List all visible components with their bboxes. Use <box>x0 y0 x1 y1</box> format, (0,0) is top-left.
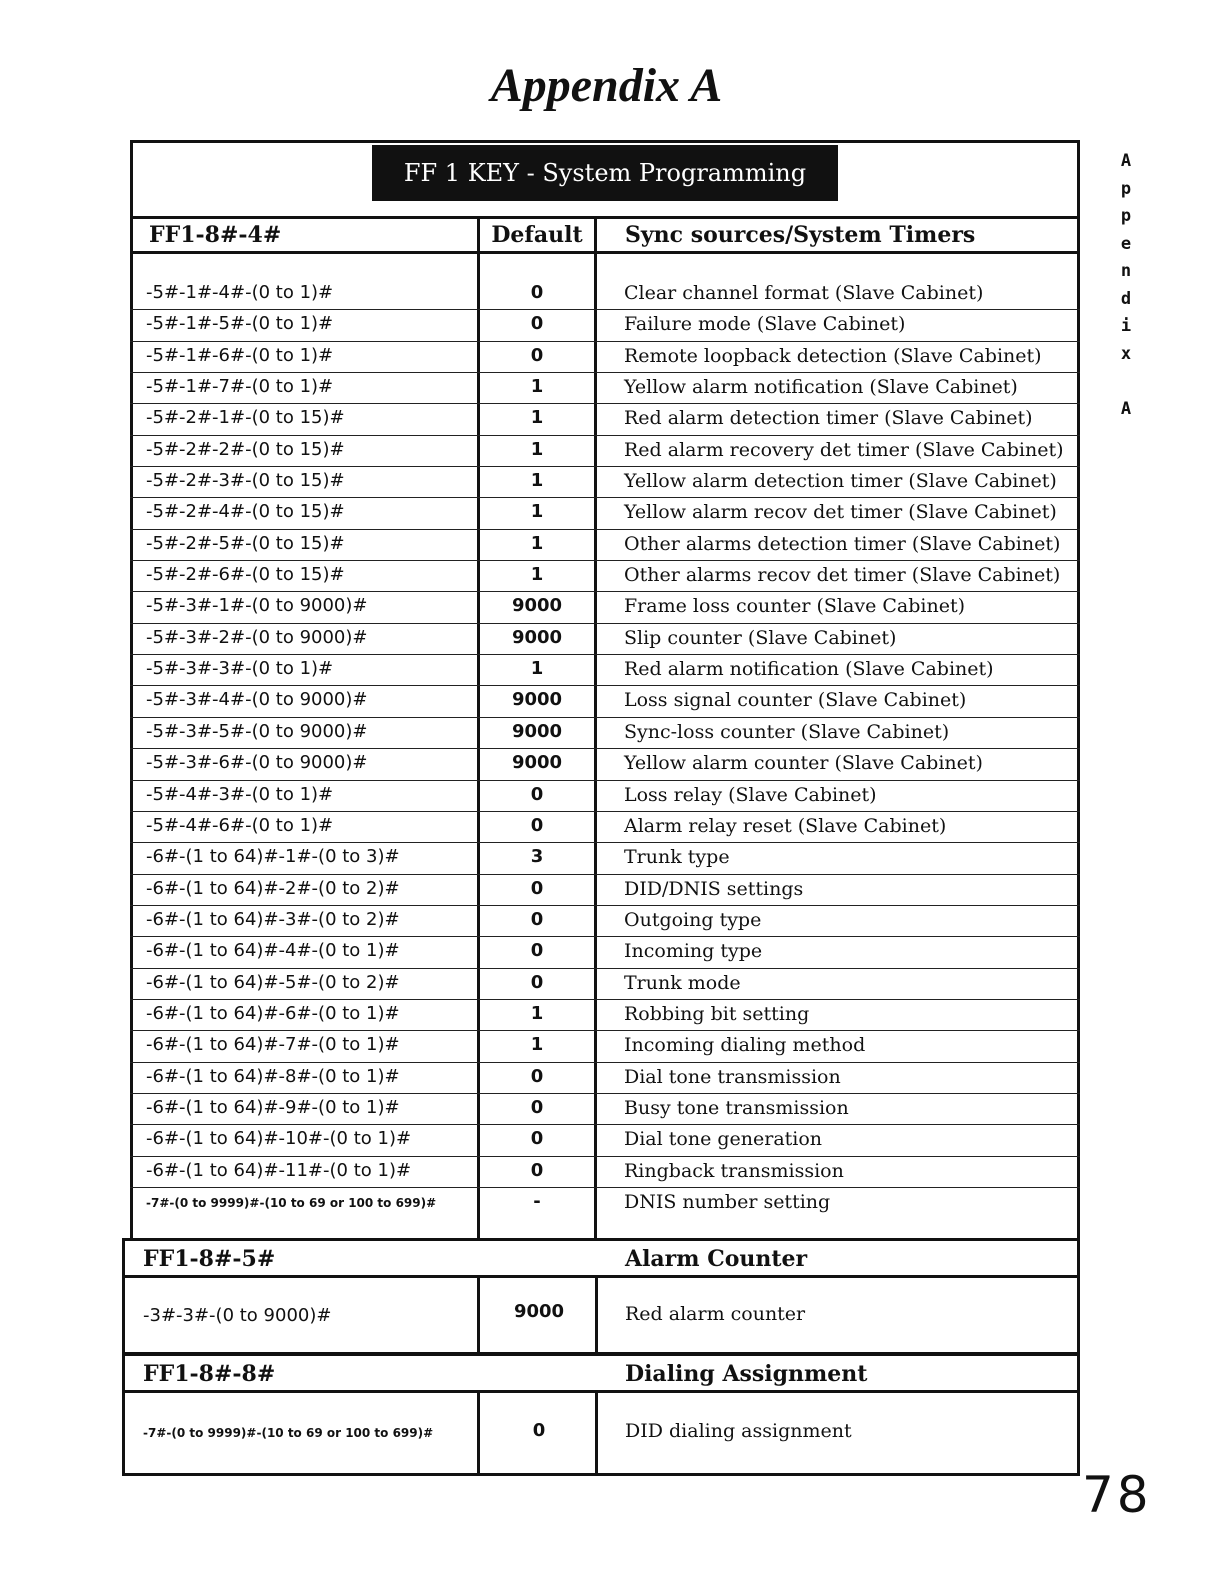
dialing-section-code: FF1-8#-8# <box>143 1361 276 1387</box>
side-letter: p <box>1120 206 1132 226</box>
dialing-section-title: Dialing Assignment <box>625 1361 868 1387</box>
row-description: Red alarm detection timer (Slave Cabinet) <box>624 407 1033 430</box>
side-letter: e <box>1120 233 1132 254</box>
row-default: 9000 <box>511 752 563 774</box>
table-row <box>130 937 1080 968</box>
row-code: -5#-4#-3#-(0 to 1)# <box>146 783 334 805</box>
row-default: - <box>533 1190 541 1212</box>
row-description: Failure mode (Slave Cabinet) <box>624 313 906 336</box>
table-row <box>130 843 1080 874</box>
side-letter <box>1116 368 1136 396</box>
row-code: -6#-(1 to 64)#-5#-(0 to 2)# <box>146 971 400 993</box>
row-code: -6#-(1 to 64)#-2#-(0 to 2)# <box>146 877 400 899</box>
row-description: Slip counter (Slave Cabinet) <box>624 626 897 649</box>
page-title: Appendix A <box>490 59 723 112</box>
table-row <box>130 1125 1080 1156</box>
dialing-row-desc: DID dialing assignment <box>625 1420 852 1442</box>
row-default: 0 <box>530 940 544 962</box>
alarm-section-code: FF1-8#-5# <box>143 1246 276 1272</box>
row-code: -6#-(1 to 64)#-1#-(0 to 3)# <box>146 846 400 868</box>
row-default: 1 <box>530 376 544 398</box>
row-code: -5#-1#-5#-(0 to 1)# <box>146 313 334 335</box>
row-description: Loss relay (Slave Cabinet) <box>624 783 877 806</box>
row-description: DNIS number setting <box>624 1190 831 1213</box>
row-default: 0 <box>530 344 544 366</box>
dialing-row-code: -7#-(0 to 9999)#-(10 to 69 or 100 to 699)# <box>143 1426 434 1440</box>
table-row <box>130 875 1080 906</box>
table-row <box>130 498 1080 529</box>
row-code: -5#-2#-4#-(0 to 15)# <box>146 501 345 523</box>
table-row <box>130 404 1080 435</box>
side-letter: A <box>1120 398 1132 419</box>
row-default: 0 <box>530 313 544 335</box>
dialing-row-default: 0 <box>532 1420 546 1441</box>
row-default: 9000 <box>511 595 563 617</box>
alarm-row-code: -3#-3#-(0 to 9000)# <box>143 1305 332 1326</box>
row-description: Clear channel format (Slave Cabinet) <box>624 282 984 304</box>
row-description: Trunk mode <box>624 971 741 994</box>
side-letter: p <box>1120 178 1132 199</box>
table-row <box>130 436 1080 467</box>
row-default: 1 <box>530 1002 544 1024</box>
row-code: -5#-3#-2#-(0 to 9000)# <box>146 626 368 648</box>
table-row <box>130 279 1080 310</box>
table-row <box>130 624 1080 655</box>
row-default: 1 <box>530 532 544 554</box>
table-row <box>130 781 1080 812</box>
page-number: 78 <box>1082 1466 1152 1524</box>
row-description: Yellow alarm counter (Slave Cabinet) <box>624 752 983 775</box>
alarm-row-default: 9000 <box>513 1301 565 1322</box>
table-row <box>130 686 1080 717</box>
row-default: 1 <box>530 407 544 429</box>
row-default: 0 <box>530 814 544 836</box>
row-description: Yellow alarm notification (Slave Cabinet) <box>624 376 1018 399</box>
row-description: Busy tone transmission <box>624 1096 849 1119</box>
side-letter: i <box>1120 316 1132 336</box>
row-description: DID/DNIS settings <box>624 877 804 900</box>
row-code: -6#-(1 to 64)#-11#-(0 to 1)# <box>146 1159 412 1181</box>
table-row <box>130 1000 1080 1031</box>
table-row <box>130 342 1080 373</box>
table-row <box>130 530 1080 561</box>
row-default: 0 <box>530 1096 544 1118</box>
row-default: 9000 <box>511 689 563 711</box>
row-code: -5#-3#-6#-(0 to 9000)# <box>146 752 368 774</box>
table-row <box>130 373 1080 404</box>
row-default: 0 <box>530 908 544 930</box>
row-code: -5#-2#-2#-(0 to 15)# <box>146 438 345 460</box>
row-description: Incoming type <box>624 940 763 963</box>
row-description: Yellow alarm recov det timer (Slave Cabinet) <box>624 501 1057 524</box>
row-default: 9000 <box>511 626 563 648</box>
row-default: 0 <box>530 1128 544 1150</box>
table-row <box>130 906 1080 937</box>
row-description: Loss signal counter (Slave Cabinet) <box>624 689 967 712</box>
row-code: -5#-3#-4#-(0 to 9000)# <box>146 689 368 711</box>
table-row <box>130 467 1080 498</box>
table-row <box>130 969 1080 1000</box>
table-row <box>130 1031 1080 1062</box>
row-default: 0 <box>530 1065 544 1087</box>
row-default: 9000 <box>511 720 563 742</box>
header-default: Default <box>477 216 597 254</box>
table-row <box>130 1094 1080 1125</box>
table-row <box>130 310 1080 341</box>
row-default: 0 <box>530 783 544 805</box>
row-description: Red alarm recovery det timer (Slave Cabinet) <box>624 438 1064 461</box>
row-code: -5#-2#-1#-(0 to 15)# <box>146 407 345 429</box>
row-default: 1 <box>530 564 544 586</box>
row-code: -5#-1#-6#-(0 to 1)# <box>146 344 334 366</box>
row-description: Red alarm notification (Slave Cabinet) <box>624 658 994 681</box>
dialing-section-header <box>122 1353 1080 1393</box>
row-code: -6#-(1 to 64)#-10#-(0 to 1)# <box>146 1128 412 1150</box>
row-description: Other alarms recov det timer (Slave Cabinet) <box>624 564 1061 587</box>
row-code: -5#-2#-6#-(0 to 15)# <box>146 564 345 586</box>
table-row <box>130 812 1080 843</box>
row-description: Frame loss counter (Slave Cabinet) <box>624 595 965 618</box>
row-description: Dial tone transmission <box>624 1065 841 1088</box>
row-description: Remote loopback detection (Slave Cabinet) <box>624 344 1042 367</box>
row-code: -5#-3#-1#-(0 to 9000)# <box>146 595 368 617</box>
row-description: Dial tone generation <box>624 1128 823 1151</box>
settings-rows <box>130 279 1080 1248</box>
table-row <box>130 1063 1080 1094</box>
row-code: -5#-2#-5#-(0 to 15)# <box>146 532 345 554</box>
row-default: 0 <box>530 971 544 993</box>
row-code: -5#-4#-6#-(0 to 1)# <box>146 814 334 836</box>
row-default: 0 <box>530 282 544 303</box>
row-default: 1 <box>530 470 544 492</box>
row-default: 1 <box>530 658 544 680</box>
side-margin-label <box>1116 148 1136 423</box>
dialing-section-row <box>122 1390 1080 1476</box>
row-default: 1 <box>530 1034 544 1056</box>
row-code: -6#-(1 to 64)#-6#-(0 to 1)# <box>146 1002 400 1024</box>
table-row <box>130 718 1080 749</box>
row-code: -5#-1#-7#-(0 to 1)# <box>146 376 334 398</box>
row-default: 3 <box>530 846 544 868</box>
row-description: Robbing bit setting <box>624 1002 810 1025</box>
row-code: -6#-(1 to 64)#-8#-(0 to 1)# <box>146 1065 400 1087</box>
row-description: Ringback transmission <box>624 1159 844 1182</box>
side-letter: n <box>1120 261 1132 281</box>
row-code: -6#-(1 to 64)#-3#-(0 to 2)# <box>146 908 400 930</box>
alarm-section-header <box>122 1238 1080 1278</box>
header-code: FF1-8#-4# <box>130 216 480 254</box>
row-code: -5#-1#-4#-(0 to 1)# <box>146 282 334 303</box>
row-description: Incoming dialing method <box>624 1034 866 1057</box>
side-letter: A <box>1120 151 1132 171</box>
row-code: -5#-3#-5#-(0 to 9000)# <box>146 720 368 742</box>
row-default: 0 <box>530 877 544 899</box>
row-description: Trunk type <box>624 846 730 869</box>
row-code: -6#-(1 to 64)#-4#-(0 to 1)# <box>146 940 400 962</box>
table-row <box>130 592 1080 623</box>
table-row <box>130 749 1080 780</box>
row-code: -6#-(1 to 64)#-7#-(0 to 1)# <box>146 1034 400 1056</box>
row-default: 1 <box>530 501 544 523</box>
row-code: -6#-(1 to 64)#-9#-(0 to 1)# <box>146 1096 400 1118</box>
row-description: Sync-loss counter (Slave Cabinet) <box>624 720 950 743</box>
row-code: -5#-3#-3#-(0 to 1)# <box>146 658 334 680</box>
row-description: Yellow alarm detection timer (Slave Cabinet) <box>624 470 1057 493</box>
side-letter: x <box>1120 343 1132 364</box>
row-code: -5#-2#-3#-(0 to 15)# <box>146 470 345 492</box>
alarm-section-row <box>122 1275 1080 1355</box>
row-default: 0 <box>530 1159 544 1181</box>
alarm-row-desc: Red alarm counter <box>625 1303 806 1325</box>
row-default: 1 <box>530 438 544 460</box>
section-banner: FF 1 KEY - System Programming <box>372 145 838 201</box>
row-description: Other alarms detection timer (Slave Cabinet) <box>624 532 1061 555</box>
table-row <box>130 561 1080 592</box>
alarm-section-title: Alarm Counter <box>625 1246 808 1272</box>
row-code: -7#-(0 to 9999)#-(10 to 69 or 100 to 699)# <box>146 1195 437 1210</box>
row-description: Alarm relay reset (Slave Cabinet) <box>624 814 947 837</box>
table-row <box>130 655 1080 686</box>
table-row <box>130 1157 1080 1188</box>
row-description: Outgoing type <box>624 908 762 931</box>
side-letter: d <box>1120 288 1132 309</box>
header-description: Sync sources/System Timers <box>594 216 1080 254</box>
